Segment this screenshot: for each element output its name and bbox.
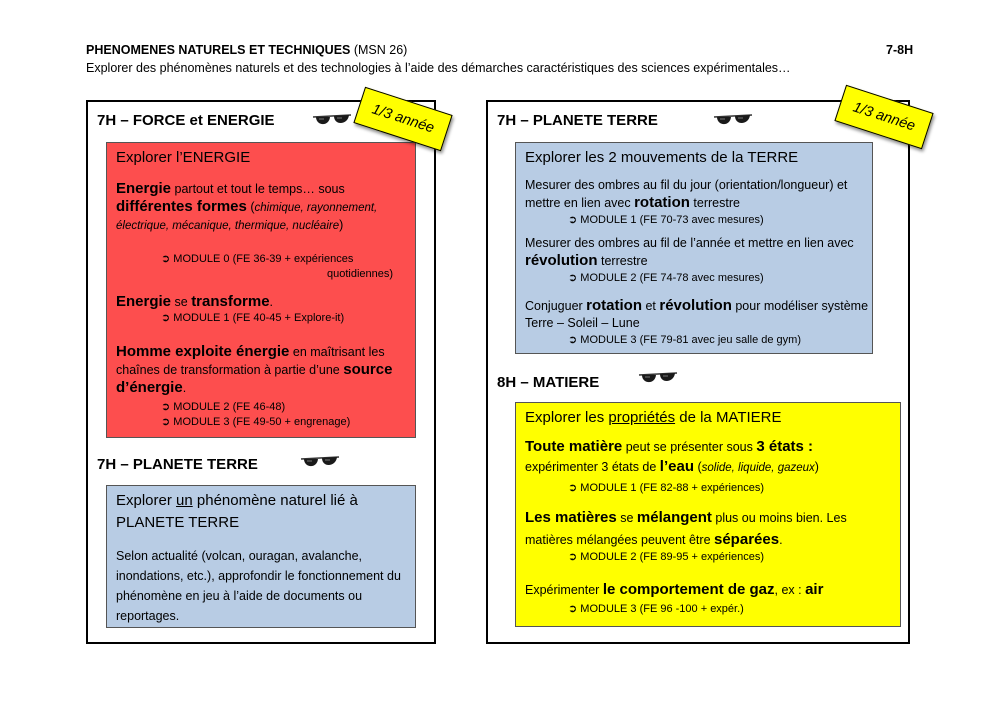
earth-module-3: ➲ MODULE 3 (FE 79-81 avec jeu salle de gym)	[568, 334, 801, 346]
earth-module-2: ➲ MODULE 2 (FE 74-78 avec mesures)	[568, 272, 764, 284]
matter-p1: Toute matière peut se présenter sous 3 états : expérimenter 3 états de l’eau (solide, liquide, gazeux)	[525, 438, 819, 475]
energy-module-0-cont: quotidiennes)	[327, 268, 394, 280]
heading-planete-terre-left: 7H – PLANETE TERRE	[97, 456, 258, 473]
page-title: PHENOMENES NATURELS ET TECHNIQUES (MSN 26)	[86, 43, 408, 57]
energy-module-3: ➲ MODULE 3 (FE 49-50 + engrenage)	[161, 416, 351, 428]
matter-p3: Expérimenter le comportement de gaz, ex : air	[525, 581, 824, 598]
stamp-one-third-year-left: 1/3 année	[353, 87, 452, 152]
natural-phenomenon-body: Selon actualité (volcan, ouragan, avalanche, inondations, etc.), approfondir le fonctionnement du phénomène en jeu à l’aide de documents ou reportages.	[116, 549, 401, 623]
matter-box	[515, 402, 901, 627]
page-subtitle: Explorer des phénomènes naturels et des technologies à l’aide des démarches caractéristiques des sciences expérimentales…	[86, 61, 791, 75]
sunglasses-icon	[638, 370, 678, 388]
natural-phenomenon-box	[106, 485, 416, 628]
energy-box-title: Explorer l’ENERGIE	[116, 149, 251, 166]
earth-module-1: ➲ MODULE 1 (FE 70-73 avec mesures)	[568, 214, 764, 226]
matter-p2: Les matières se mélangent plus ou moins bien. Les matières mélangées peuvent être séparées.	[525, 509, 847, 548]
energy-p2: Energie se transforme.	[116, 293, 274, 310]
earth-p3: Conjuguer rotation et révolution pour modéliser système Terre – Soleil – Lune	[525, 297, 869, 330]
natural-phenomenon-title: Explorer un phénomène naturel lié à PLANETE TERRE	[116, 492, 358, 531]
heading-planete-terre-right: 7H – PLANETE TERRE	[497, 112, 658, 129]
sunglasses-icon	[713, 112, 753, 130]
energy-box	[106, 142, 416, 438]
earth-movements-title: Explorer les 2 mouvements de la TERRE	[525, 149, 799, 166]
sunglasses-icon	[300, 454, 340, 472]
heading-force-energie: 7H – FORCE et ENERGIE	[97, 112, 275, 129]
left-panel	[86, 100, 436, 644]
matter-module-1: ➲ MODULE 1 (FE 82-88 + expériences)	[568, 482, 764, 494]
energy-module-1: ➲ MODULE 1 (FE 40-45 + Explore-it)	[161, 312, 345, 324]
stamp-one-third-year-right: 1/3 année	[834, 85, 933, 150]
energy-p3: Homme exploite énergie en maîtrisant les chaînes de transformation à partie d’une source d’énergie.	[116, 343, 393, 396]
energy-p1: Energie partout et tout le temps… sous différentes formes (chimique, rayonnement, électrique, mécanique, thermique, nucléaire)	[116, 180, 378, 232]
right-panel	[486, 100, 910, 644]
earth-p1: Mesurer des ombres au fil du jour (orientation/longueur) et mettre en lien avec rotation terrestre	[525, 178, 848, 211]
matter-module-3: ➲ MODULE 3 (FE 96 -100 + expér.)	[568, 603, 744, 615]
matter-box-title: Explorer les propriétés de la MATIERE	[525, 409, 782, 426]
heading-matiere: 8H – MATIERE	[497, 374, 600, 391]
earth-p2: Mesurer des ombres au fil de l’année et mettre en lien avec révolution terrestre	[525, 236, 854, 269]
energy-module-2: ➲ MODULE 2 (FE 46-48)	[161, 401, 286, 413]
grade-label: 7-8H	[886, 43, 914, 57]
sunglasses-icon	[312, 112, 352, 130]
earth-movements-box	[515, 142, 873, 354]
matter-module-2: ➲ MODULE 2 (FE 89-95 + expériences)	[568, 551, 764, 563]
energy-module-0: ➲ MODULE 0 (FE 36-39 + expériences	[161, 253, 354, 265]
